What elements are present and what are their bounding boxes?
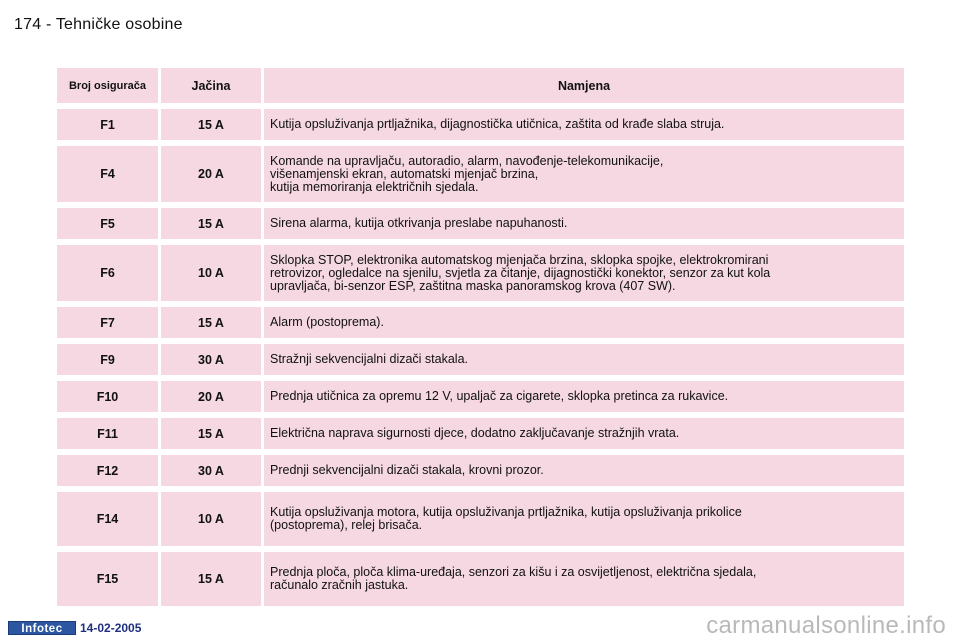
- fuse-number-cell: F9: [57, 344, 158, 375]
- fuse-table: [57, 62, 904, 612]
- table-row: [57, 381, 904, 412]
- table-row: [57, 344, 904, 375]
- fuse-number-cell: F4: [57, 146, 158, 202]
- table-header-row: [57, 68, 904, 103]
- fuse-rating-cell: 15 A: [158, 307, 261, 338]
- table-row: [57, 245, 904, 301]
- fuse-number-cell: F6: [57, 245, 158, 301]
- fuse-purpose-cell: Prednja utičnica za opremu 12 V, upaljač za cigarete, sklopka pretinca za rukavice.: [261, 381, 904, 412]
- fuse-purpose-cell: Stražnji sekvencijalni dizači stakala.: [261, 344, 904, 375]
- fuse-number-cell: F10: [57, 381, 158, 412]
- fuse-number-cell: F15: [57, 552, 158, 606]
- fuse-number-cell: F12: [57, 455, 158, 486]
- fuse-number-cell: F14: [57, 492, 158, 546]
- fuse-purpose-cell: Prednja ploča, ploča klima-uređaja, senzori za kišu i za osvijetljenost, električna sjedala, računalo zračnih jastuka.: [261, 552, 904, 606]
- fuse-purpose-cell: Sirena alarma, kutija otkrivanja preslabe napuhanosti.: [261, 208, 904, 239]
- table-row: [57, 552, 904, 606]
- fuse-purpose-cell: Prednji sekvencijalni dizači stakala, krovni prozor.: [261, 455, 904, 486]
- fuse-purpose-cell: Električna naprava sigurnosti djece, dodatno zaključavanje stražnjih vrata.: [261, 418, 904, 449]
- footer-date: 14-02-2005: [80, 621, 142, 635]
- fuse-table-body: [57, 109, 904, 606]
- fuse-number-cell: F5: [57, 208, 158, 239]
- fuse-purpose-cell: Sklopka STOP, elektronika automatskog mjenjača brzina, sklopka spojke, elektrokromirani retrovizor, ogledalce na sjenilu, svjetla za čitanje, dijagnostički konektor, senzor za kut kola upravljača, bi-senzor ESP, zaštitna maska panoramskog krova (407 SW).: [261, 245, 904, 301]
- fuse-purpose-cell: Kutija opsluživanja prtljažnika, dijagnostička utičnica, zaštita od krađe slaba struja.: [261, 109, 904, 140]
- table-row: [57, 418, 904, 449]
- fuse-rating-cell: 30 A: [158, 344, 261, 375]
- fuse-rating-cell: 15 A: [158, 208, 261, 239]
- fuse-number-cell: F11: [57, 418, 158, 449]
- table-row: [57, 208, 904, 239]
- column-header-purpose: Namjena: [261, 68, 904, 103]
- table-row: [57, 109, 904, 140]
- table-row: [57, 455, 904, 486]
- fuse-rating-cell: 30 A: [158, 455, 261, 486]
- fuse-number-cell: F7: [57, 307, 158, 338]
- page-title: 174 - Tehničke osobine: [14, 16, 183, 33]
- fuse-rating-cell: 15 A: [158, 109, 261, 140]
- fuse-purpose-cell: Komande na upravljaču, autoradio, alarm, navođenje-telekomunikacije, višenamjenski ekran, automatski mjenjač brzina, kutija memoriranja električnih sjedala.: [261, 146, 904, 202]
- fuse-rating-cell: 20 A: [158, 146, 261, 202]
- fuse-rating-cell: 15 A: [158, 552, 261, 606]
- column-header-rating: Jačina: [158, 68, 261, 103]
- fuse-rating-cell: 15 A: [158, 418, 261, 449]
- table-row: [57, 492, 904, 546]
- fuse-rating-cell: 20 A: [158, 381, 261, 412]
- fuse-number-cell: F1: [57, 109, 158, 140]
- table-row: [57, 146, 904, 202]
- table-row: [57, 307, 904, 338]
- column-header-fuse-number: Broj osigurača: [57, 68, 158, 103]
- fuse-rating-cell: 10 A: [158, 492, 261, 546]
- fuse-purpose-cell: Kutija opsluživanja motora, kutija opsluživanja prtljažnika, kutija opsluživanja prikolice (postoprema), relej brisača.: [261, 492, 904, 546]
- fuse-rating-cell: 10 A: [158, 245, 261, 301]
- infotec-logo: Infotec: [8, 621, 76, 635]
- watermark-text: carmanualsonline.info: [706, 612, 946, 639]
- fuse-purpose-cell: Alarm (postoprema).: [261, 307, 904, 338]
